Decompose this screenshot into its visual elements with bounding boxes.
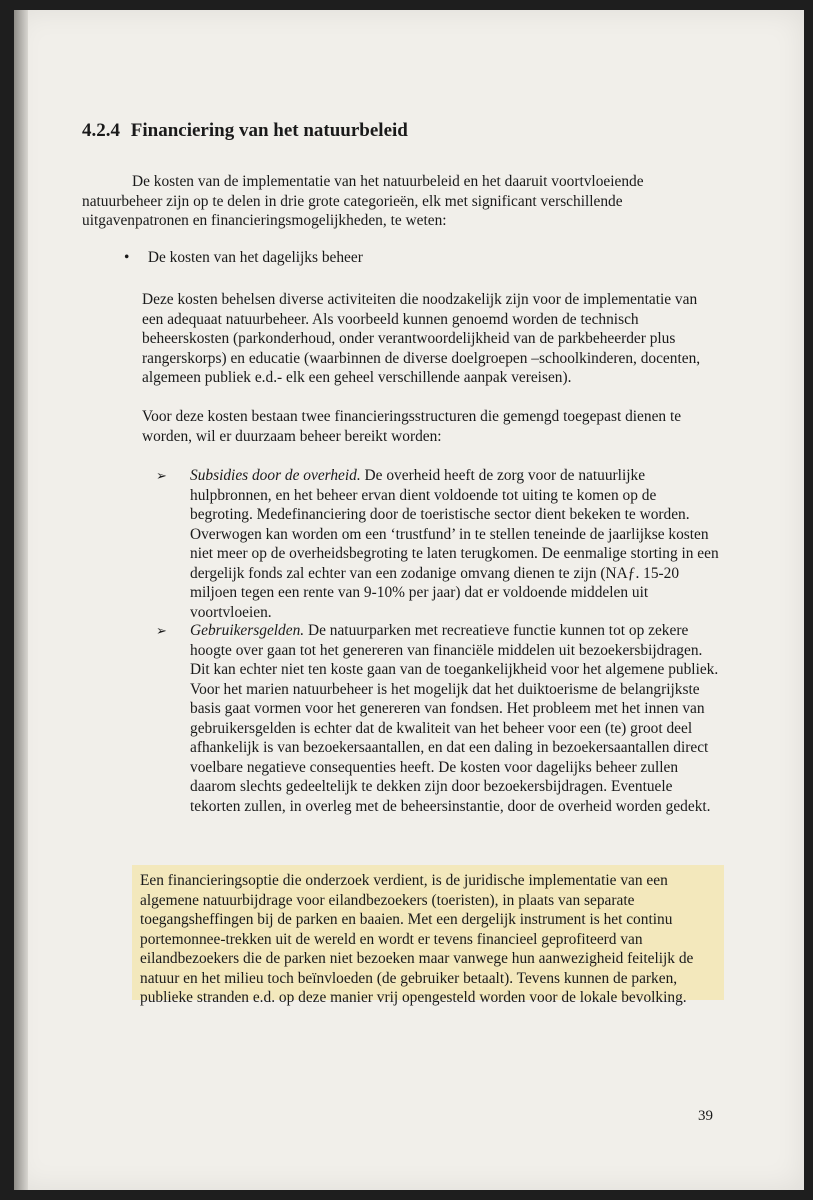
arrow-icon: ➢ bbox=[156, 468, 167, 483]
document-page bbox=[14, 10, 804, 1190]
subitem-term: Subsidies door de overheid. bbox=[190, 467, 361, 484]
subitem-body bbox=[190, 466, 722, 622]
subitem-body bbox=[190, 621, 722, 816]
arrow-icon: ➢ bbox=[156, 623, 167, 638]
intro-paragraph: De kosten van de implementatie van het natuurbeleid en het daaruit voortvloeiende natuurbeheer zijn op te delen in drie grote categorieën, elk met significant verschillende uitgavenpatronen en financieringsmogelijkheden, te weten: bbox=[82, 173, 644, 229]
structures-paragraph: Voor deze kosten bestaan twee financieringsstructuren die gemengd toegepast dienen te worden, wil er duurzaam beheer bereikt worden: bbox=[142, 408, 682, 445]
bullet-item bbox=[124, 248, 363, 268]
subitem-subsidies bbox=[142, 466, 722, 622]
subitem-term: Gebruikersgelden. bbox=[190, 622, 305, 639]
bullet-icon: • bbox=[124, 249, 130, 266]
subitem-text: De overheid heeft de zorg voor de natuurlijke hulpbronnen, en het beheer ervan dient voldoende tot uiting te komen op de begroting. Medefinanciering door de toeristische sector dient bekeken te worden. Overwogen kan worden om een ‘trustfund’ in te stellen teneinde de jaarlijkse kosten niet meer op de overheidsbegroting te laten terugkomen. De eenmalige storting in een dergelijk fonds zal echter van een zodanige omvang dienen te zijn (NAƒ. 15-20 miljoen tegen een rente van 9-10% per jaar) dat er voldoende middelen uit voortvloeien. bbox=[190, 467, 719, 621]
section-title: Financiering van het natuurbeleid bbox=[130, 120, 408, 141]
subitem-text: De natuurparken met recreatieve functie kunnen tot op zekere hoogte over gaan tot het genereren van financiële middelen uit bezoekersbijdragen. Dit kan echter niet ten koste gaan van de toegankelijkheid voor het algemene publiek. Voor het marien natuurbeheer is het mogelijk dat het duiktoerisme de belangrijkste basis gaat vormen voor het genereren van fondsen. Het probleem met het innen van gebruikersgelden is echter dat de kwaliteit van het beheer voor een (te) groot deel afhankelijk is van bezoekersaantallen, en dat een daling in bezoekersaantallen direct voelbare negatieve consequenties heeft. De kosten voor dagelijks beheer zullen daarom slechts gedeeltelijk te dekken zijn door bezoekersbijdragen. Eventuele tekorten zullen, in overleg met de beheersinstantie, door de overheid worden gedekt. bbox=[190, 622, 719, 815]
highlight-box-text: Een financieringsoptie die onderzoek verdient, is de juridische implementatie van een algemene natuurbijdrage voor eilandbezoekers (toeristen), in plaats van separate toegangsheffingen bij de parken en baaien. Met een dergelijk instrument is het continu portemonnee-trekken uit de wereld en wordt er tevens financieel geprofiteerd van eilandbezoekers die de parken niet bezoeken maar vanwege hun aanwezigheid feitelijk de natuur en het milieu toch beïnvloeden (de gebruiker betaalt). Tevens kunnen de parken, publieke stranden e.d. op deze manier vrij opengesteld worden voor de lokale bevolking. bbox=[140, 872, 694, 1006]
subitem-gebruikersgelden bbox=[142, 621, 722, 816]
description-paragraph: Deze kosten behelsen diverse activiteiten die noodzakelijk zijn voor de implementatie van een adequaat natuurbeheer. Als voorbeeld kunnen genoemd worden de technisch beheerskosten (parkonderhoud, onder verantwoordelijkheid van de parkbeheerder plus rangerskorps) en educatie (waarbinnen de diverse doelgroepen –schoolkinderen, docenten, algemeen publiek e.d.- elk een geheel verschillende aanpak vereisen). bbox=[142, 291, 701, 386]
bullet-text: De kosten van het dagelijks beheer bbox=[147, 249, 363, 266]
section-heading bbox=[82, 121, 408, 141]
page-number: 39 bbox=[698, 1108, 713, 1124]
section-number: 4.2.4 bbox=[82, 120, 120, 141]
page-spine-shadow bbox=[14, 10, 28, 1190]
